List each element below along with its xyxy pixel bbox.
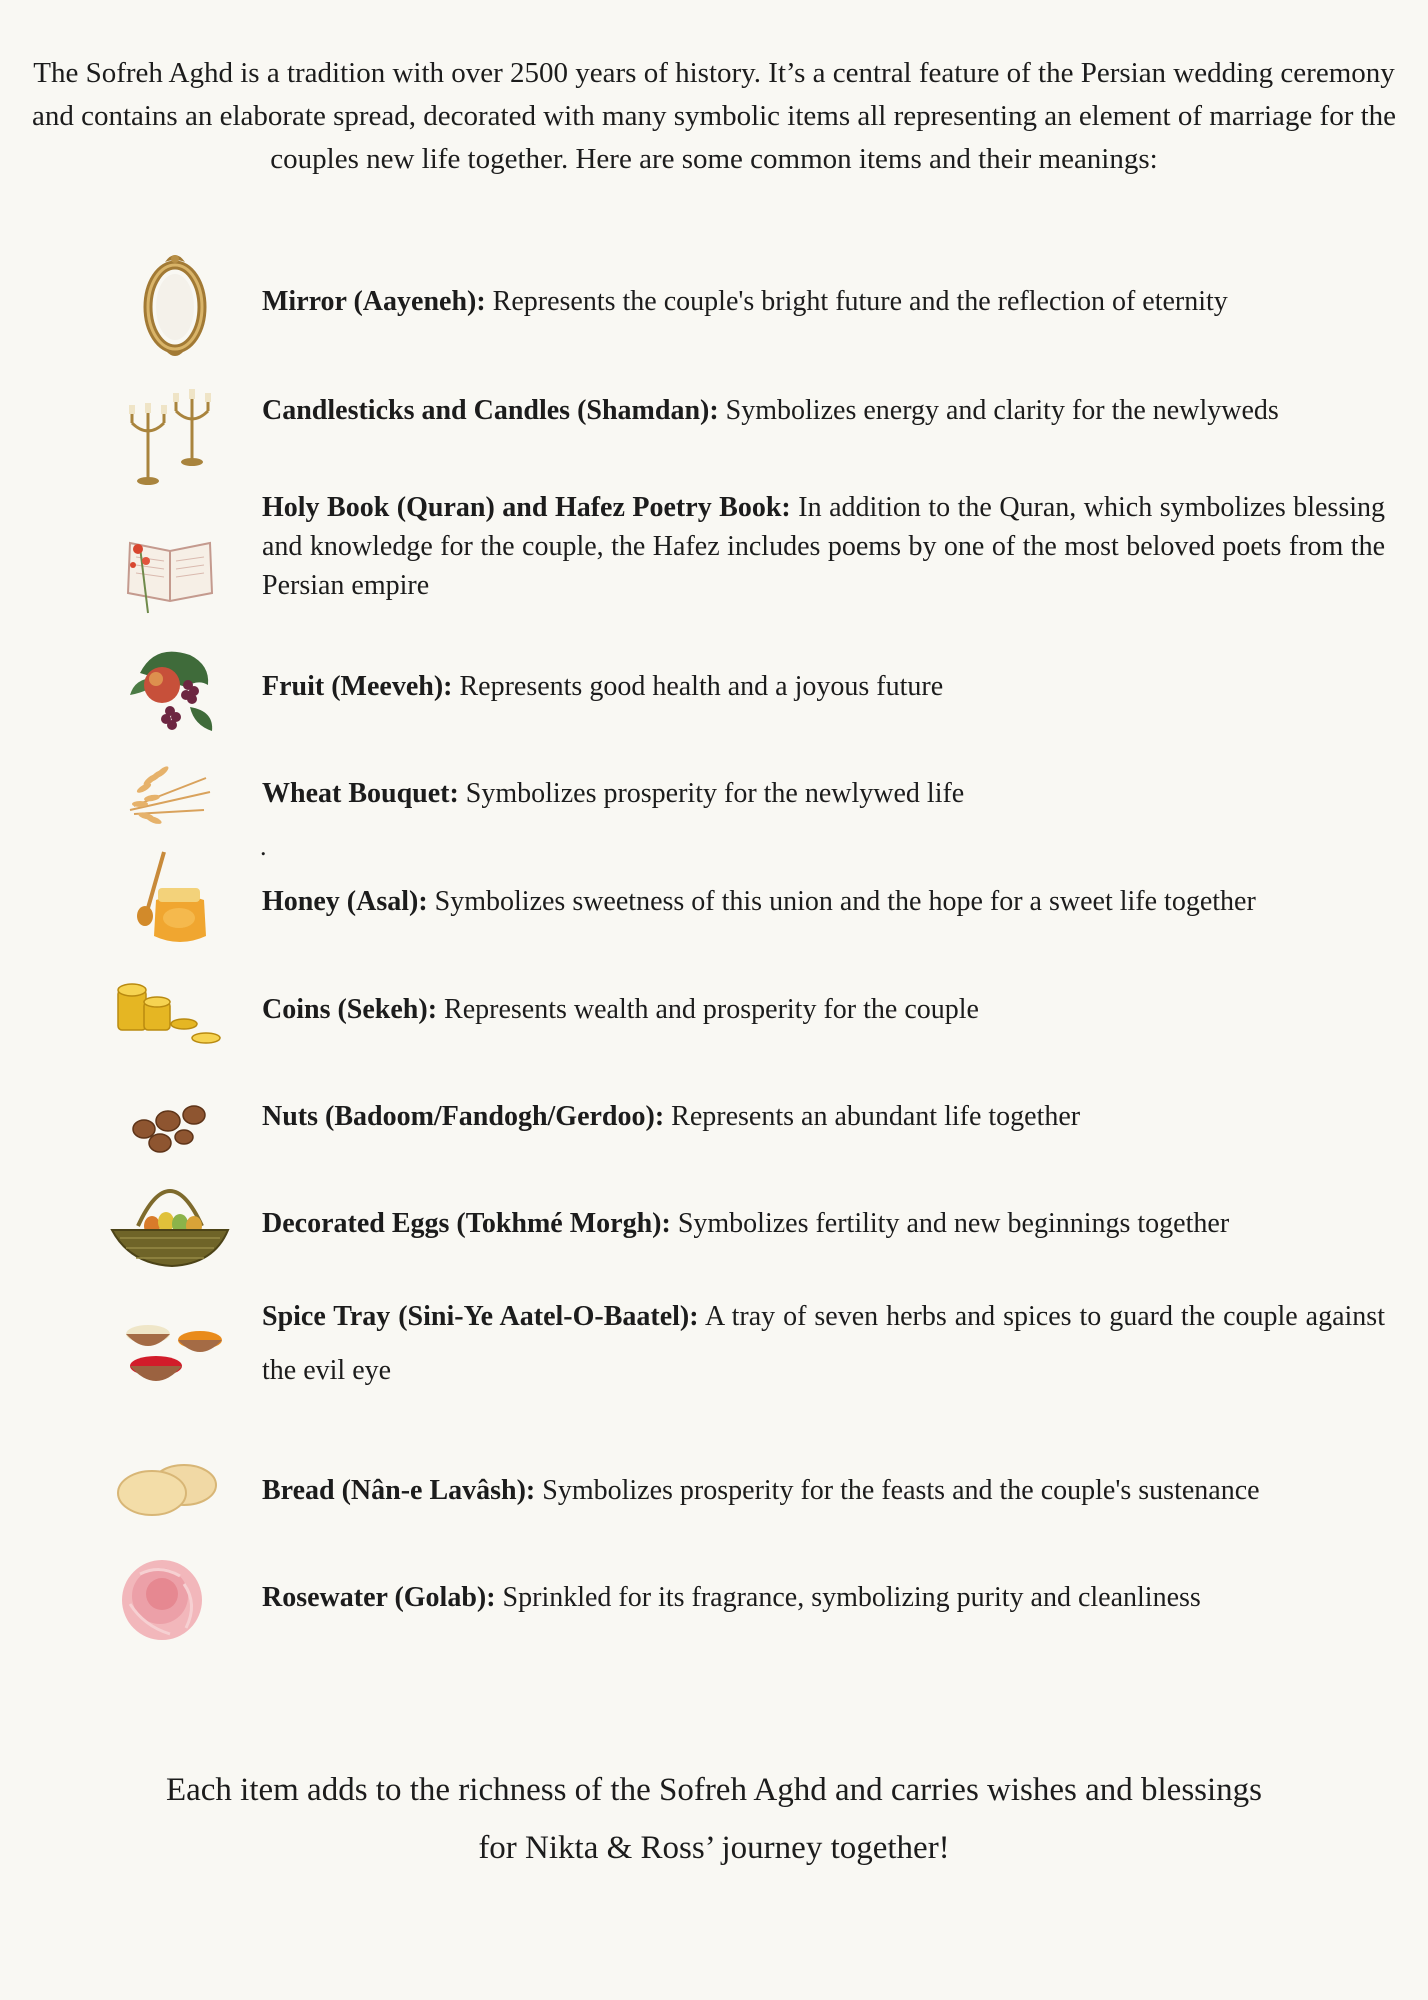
mirror-icon: [100, 250, 240, 360]
item-name: Coins (Sekeh):: [262, 994, 438, 1025]
rose-icon: [100, 1544, 240, 1654]
wheat-icon: [100, 740, 240, 850]
stray-dot: .: [260, 832, 267, 861]
list-item-rosewater: [100, 1544, 1390, 1664]
candlesticks-icon: [100, 383, 240, 493]
list-item-honey: [100, 848, 1390, 958]
spice-bowls-icon: [100, 1300, 240, 1410]
coins-icon: [100, 956, 240, 1066]
item-text: [262, 667, 1385, 706]
list-item-bread: [100, 1437, 1390, 1547]
item-name: Decorated Eggs (Tokhmé Morgh):: [262, 1208, 671, 1239]
egg-basket-icon: [100, 1170, 240, 1280]
list-item-coins: [100, 956, 1390, 1066]
item-name: Holy Book (Quran) and Hafez Poetry Book:: [262, 492, 791, 523]
item-description: Symbolizes prosperity for the newlywed life: [465, 778, 965, 809]
closing-line-1: Each item adds to the richness of the Sofreh Aghd and carries wishes and blessings: [165, 1772, 1263, 1808]
list-item-fruit: [100, 633, 1390, 743]
list-item-nuts: [100, 1063, 1390, 1173]
item-text: [262, 1471, 1385, 1510]
item-description: Represents the couple's bright future and the reflection of eternity: [492, 286, 1228, 317]
item-text: [262, 1290, 1385, 1398]
book-icon: [100, 513, 240, 623]
item-text: [262, 774, 1385, 813]
item-name: Bread (Nân-e Lavâsh):: [262, 1475, 536, 1506]
item-description: Symbolizes sweetness of this union and the hope for a sweet life together: [434, 886, 1256, 917]
item-name: Rosewater (Golab):: [262, 1582, 496, 1613]
list-item-spice-tray: [100, 1290, 1390, 1410]
item-text: [262, 282, 1385, 321]
list-item-eggs: [100, 1170, 1390, 1280]
item-text: [262, 990, 1385, 1029]
item-description: Sprinkled for its fragrance, symbolizing purity and cleanliness: [502, 1582, 1201, 1613]
item-name: Fruit (Meeveh):: [262, 671, 453, 702]
honey-icon: [100, 848, 240, 958]
list-item-candlesticks: [100, 383, 1390, 493]
list-item-holy-book: [100, 488, 1390, 613]
list-item-wheat: [100, 740, 1390, 850]
item-description: Symbolizes prosperity for the feasts and the couple's sustenance: [542, 1475, 1260, 1506]
fruit-icon: [100, 633, 240, 743]
item-name: Mirror (Aayeneh):: [262, 286, 486, 317]
nuts-icon: [100, 1063, 240, 1173]
closing-line-2: for Nikta & Ross’ journey together!: [478, 1830, 950, 1866]
item-description: Represents wealth and prosperity for the couple: [444, 994, 979, 1025]
item-name: Nuts (Badoom/Fandogh/Gerdoo):: [262, 1101, 665, 1132]
item-description: In addition to the Quran, which symbolizes blessing and knowledge for the couple, the Hafez includes poems by one of the most beloved poets from the Persian empire: [262, 492, 1386, 601]
item-text: [262, 1204, 1385, 1243]
item-description: Represents an abundant life together: [671, 1101, 1081, 1132]
item-text: [262, 1578, 1385, 1617]
item-description: Represents good health and a joyous future: [459, 671, 944, 702]
bread-icon: [100, 1437, 240, 1547]
item-description: Symbolizes fertility and new beginnings together: [677, 1208, 1230, 1239]
item-description: A tray of seven herbs and spices to guard the couple against the evil eye: [262, 1301, 1385, 1386]
item-name: Wheat Bouquet:: [262, 778, 459, 809]
item-description: Symbolizes energy and clarity for the newlyweds: [725, 395, 1279, 426]
item-text: [262, 1097, 1385, 1136]
intro-paragraph: The Sofreh Aghd is a tradition with over 2500 years of history. It’s a central feature of the Persian wedding ceremony and contains an elaborate spread, decorated with many symbolic items all representing an element of marriage for the couples new life together. Here are some common items and their meanings:: [31, 57, 1397, 175]
item-name: Candlesticks and Candles (Shamdan):: [262, 395, 719, 426]
list-item-mirror: [100, 250, 1390, 360]
item-name: Honey (Asal):: [262, 886, 428, 917]
item-text: [262, 391, 1385, 430]
item-text: [262, 488, 1385, 605]
item-text: [262, 882, 1385, 921]
item-name: Spice Tray (Sini-Ye Aatel-O-Baatel):: [262, 1301, 699, 1332]
